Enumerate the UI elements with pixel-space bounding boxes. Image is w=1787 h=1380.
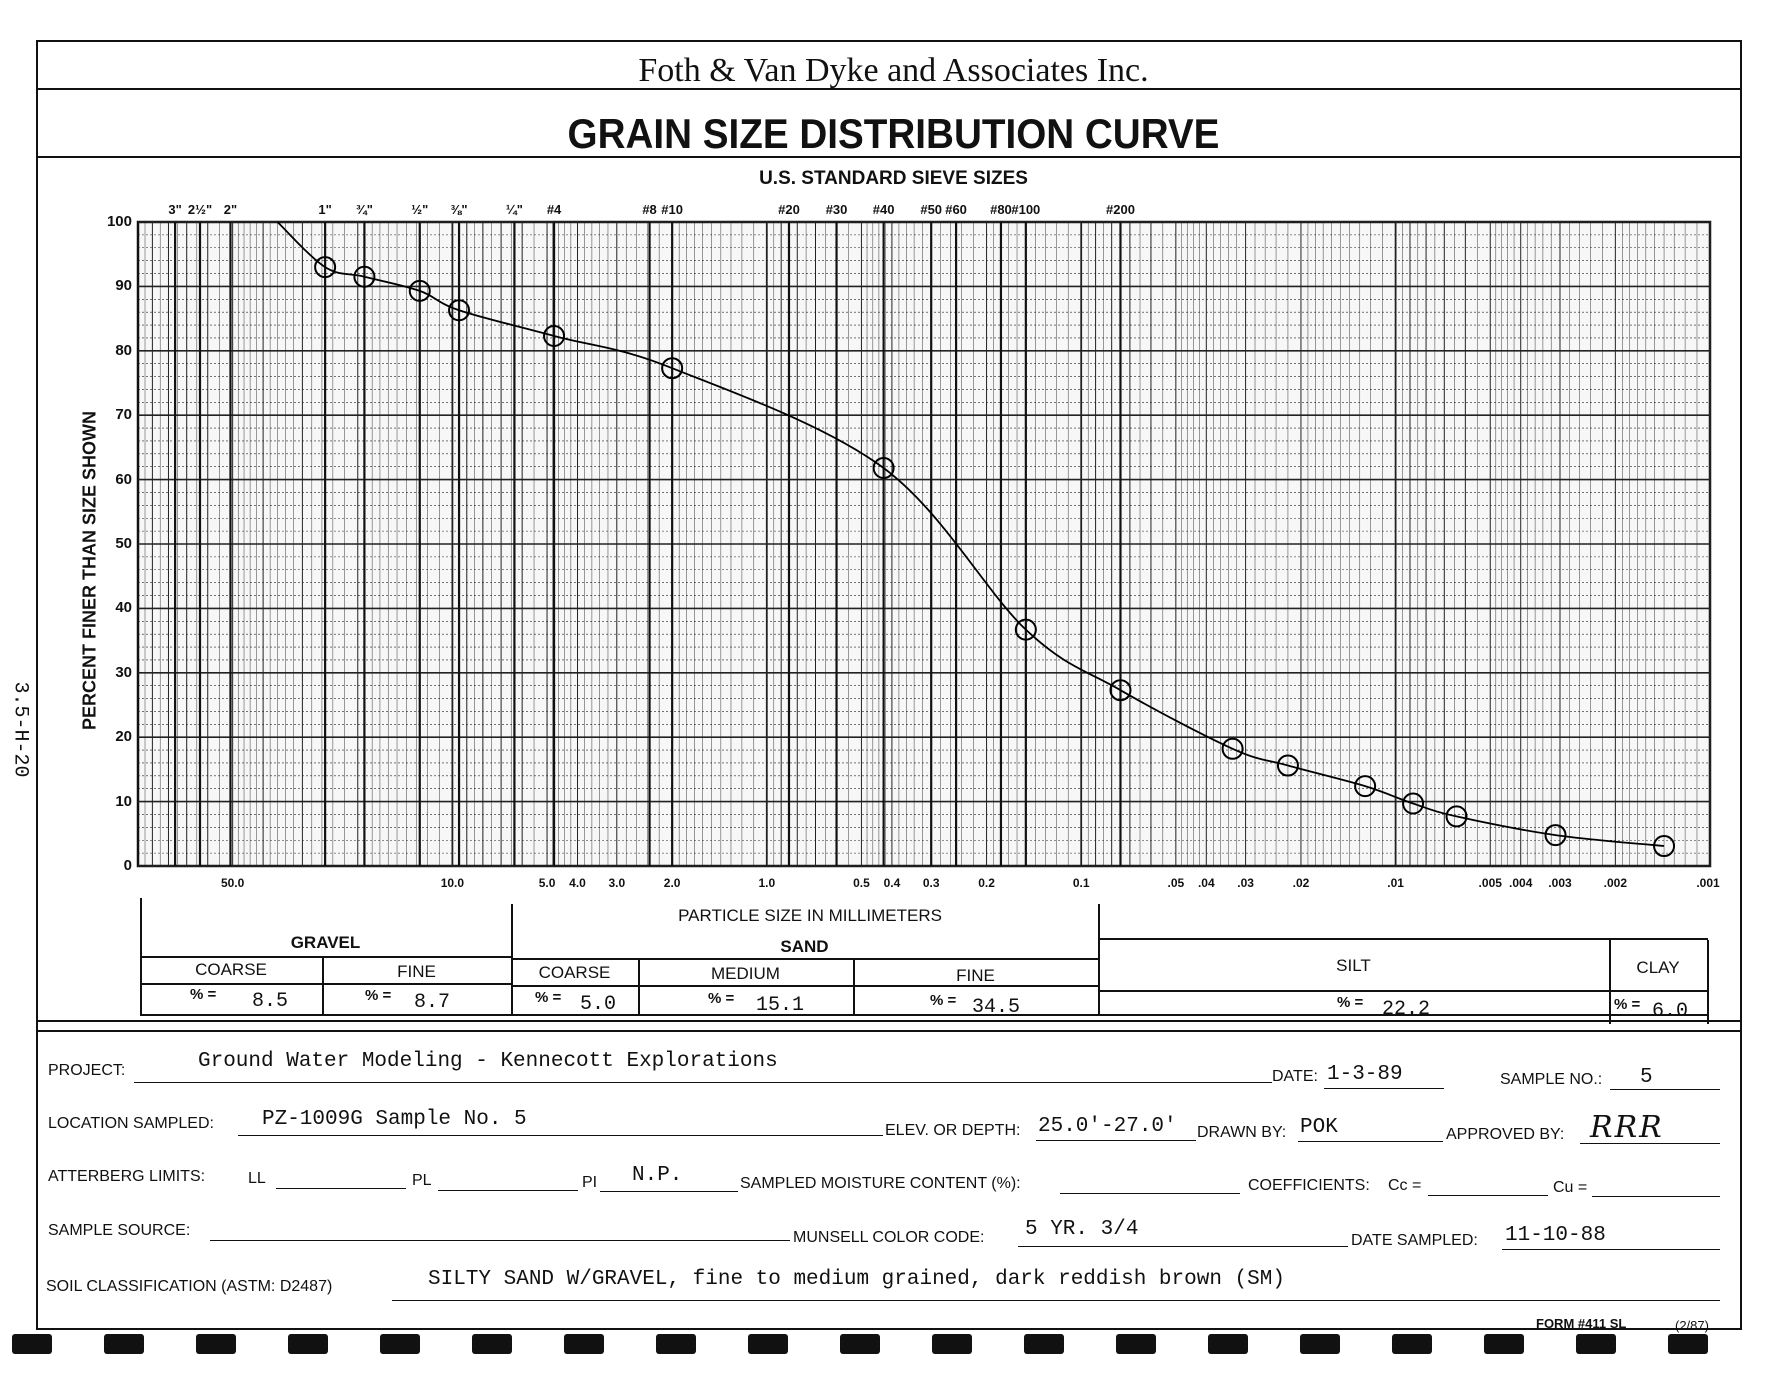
- sample-no-underline: [1610, 1089, 1720, 1090]
- x-tick-label: .04: [1197, 876, 1215, 890]
- perforation-mark: [840, 1334, 880, 1354]
- perforation-mark: [196, 1334, 236, 1354]
- perforation-mark: [656, 1334, 696, 1354]
- date-underline: [1324, 1088, 1444, 1089]
- sieve-label: ⅜": [450, 202, 468, 217]
- sieve-label: #100: [1011, 202, 1041, 217]
- pi-underline: [600, 1191, 738, 1192]
- elev-value: 25.0'-27.0': [1038, 1115, 1177, 1138]
- approved-by-label: APPROVED BY:: [1446, 1126, 1565, 1143]
- sieve-sizes-header: U.S. STANDARD SIEVE SIZES: [759, 168, 1028, 189]
- gravel-fine-pct: 8.7: [414, 991, 451, 1014]
- x-tick-label: 1.0: [758, 876, 776, 890]
- x-tick-label: 0.1: [1072, 876, 1090, 890]
- x-tick-label: .003: [1548, 876, 1572, 890]
- pi-value: N.P.: [632, 1164, 683, 1187]
- sieve-label: #200: [1106, 202, 1135, 217]
- x-tick-label: 10.0: [440, 876, 465, 890]
- atterberg-label: ATTERBERG LIMITS:: [48, 1168, 206, 1185]
- clay-header: CLAY: [1636, 958, 1680, 977]
- y-tick-label: 80: [115, 341, 132, 359]
- sieve-label: ¼": [505, 202, 523, 217]
- chart-title: GRAIN SIZE DISTRIBUTION CURVE: [567, 110, 1220, 157]
- sieve-label: ½": [411, 202, 429, 217]
- table-line: [140, 1014, 1708, 1016]
- sieve-label: 1": [318, 202, 332, 217]
- sand-medium-header: MEDIUM: [711, 964, 780, 983]
- table-line: [511, 904, 513, 1016]
- pl-label: PL: [412, 1172, 432, 1189]
- x-tick-label: 0.4: [883, 876, 901, 890]
- sand-medium-pct: 15.1: [756, 994, 805, 1017]
- sample-no-value: 5: [1640, 1066, 1653, 1089]
- sieve-label: 2½": [187, 202, 213, 217]
- perforation-mark: [564, 1334, 604, 1354]
- location-underline: [238, 1135, 883, 1136]
- elev-underline: [1036, 1140, 1196, 1141]
- x-tick-label: .004: [1509, 876, 1533, 890]
- coefficients-label: COEFFICIENTS:: [1248, 1177, 1370, 1194]
- sieve-label: #80: [990, 202, 1012, 217]
- x-axis-label: PARTICLE SIZE IN MILLIMETERS: [678, 906, 942, 925]
- drawn-by-value: POK: [1300, 1116, 1338, 1139]
- table-line: [1098, 990, 1708, 992]
- sieve-label: #30: [825, 202, 848, 217]
- date-value: 1-3-89: [1327, 1063, 1403, 1086]
- soil-classification-label: SOIL CLASSIFICATION (ASTM: D2487): [46, 1278, 333, 1295]
- project-value: Ground Water Modeling - Kennecott Explorations: [198, 1050, 778, 1073]
- cc-underline: [1428, 1195, 1548, 1196]
- y-tick-label: 40: [115, 599, 132, 617]
- perforation-mark: [748, 1334, 788, 1354]
- x-tick-label: 3.0: [608, 876, 626, 890]
- cu-label: Cu =: [1553, 1179, 1588, 1196]
- table-line: [140, 956, 511, 958]
- sand-header: SAND: [780, 937, 829, 956]
- x-tick-label: .005: [1478, 876, 1502, 890]
- company-name: Foth & Van Dyke and Associates Inc.: [638, 52, 1149, 89]
- soil-classification-underline: [392, 1300, 1720, 1301]
- x-tick-label: 4.0: [569, 876, 586, 890]
- sieve-label: 2": [223, 202, 238, 217]
- y-tick-label: 30: [115, 663, 132, 681]
- gravel-coarse-pct: 8.5: [252, 990, 289, 1013]
- perforation-mark: [104, 1334, 144, 1354]
- chart-grid: [138, 222, 1710, 866]
- x-tick-label: 50.0: [220, 876, 245, 890]
- project-label: PROJECT:: [48, 1062, 126, 1079]
- y-tick-label: 70: [115, 406, 132, 424]
- y-axis-label: PERCENT FINER THAN SIZE SHOWN: [79, 411, 100, 731]
- silt-header: SILT: [1336, 956, 1371, 975]
- x-tick-label: 0.2: [978, 876, 995, 890]
- ll-label: LL: [248, 1170, 266, 1187]
- table-line: [140, 983, 511, 985]
- drawn-by-underline: [1298, 1141, 1443, 1142]
- drawn-by-label: DRAWN BY:: [1197, 1124, 1287, 1141]
- sand-coarse-pct: 5.0: [580, 993, 617, 1016]
- x-tick-label: 0.3: [922, 876, 940, 890]
- perforation-mark: [1668, 1334, 1708, 1354]
- clay-pct-label: % =: [1614, 996, 1641, 1013]
- moisture-underline: [1060, 1193, 1240, 1194]
- x-tick-label: 5.0: [538, 876, 556, 890]
- gravel-coarse-header: COARSE: [195, 960, 267, 979]
- x-tick-label: 0.5: [853, 876, 870, 890]
- moisture-label: SAMPLED MOISTURE CONTENT (%):: [740, 1175, 1021, 1192]
- perforation-mark: [1300, 1334, 1340, 1354]
- form-divider: [36, 1020, 1742, 1022]
- sand-coarse-pct-label: % =: [535, 989, 562, 1006]
- gravel-fine-header: FINE: [397, 962, 436, 981]
- gravel-fine-pct-label: % =: [365, 987, 392, 1004]
- approved-by-signature: RRR: [1590, 1110, 1664, 1145]
- perforation-mark: [1116, 1334, 1156, 1354]
- date-sampled-value: 11-10-88: [1505, 1224, 1606, 1247]
- munsell-value: 5 YR. 3/4: [1025, 1218, 1139, 1241]
- perforation-mark: [472, 1334, 512, 1354]
- silt-pct: 22.2: [1382, 998, 1431, 1021]
- x-tick-label: .002: [1603, 876, 1628, 890]
- y-tick-label: 100: [106, 213, 132, 230]
- y-tick-label: 50: [115, 535, 132, 552]
- x-tick-label: .01: [1387, 876, 1404, 890]
- y-tick-label: 20: [115, 728, 132, 746]
- table-line: [1609, 940, 1611, 1024]
- sieve-label: #8: [642, 202, 657, 217]
- x-tick-label: 2.0: [663, 876, 681, 890]
- date-sampled-underline: [1502, 1249, 1720, 1250]
- elev-label: ELEV. OR DEPTH:: [885, 1122, 1021, 1139]
- perforation-mark: [1392, 1334, 1432, 1354]
- margin-note: 3.5-H-20: [8, 681, 32, 778]
- sand-medium-pct-label: % =: [708, 990, 735, 1007]
- munsell-underline: [1018, 1246, 1348, 1247]
- clay-pct: 6.0: [1652, 1000, 1689, 1023]
- table-line: [511, 958, 1098, 960]
- sieve-label: 3": [168, 202, 182, 217]
- perforation-mark: [1576, 1334, 1616, 1354]
- form-date: (2/87): [1675, 1318, 1709, 1333]
- perforation-mark: [1208, 1334, 1248, 1354]
- y-tick-label: 90: [115, 277, 132, 295]
- form-divider: [36, 1030, 1742, 1032]
- y-tick-label: 0: [123, 857, 132, 874]
- perforation-mark: [1484, 1334, 1524, 1354]
- form-number: FORM #411 SL: [1536, 1316, 1627, 1331]
- pl-underline: [438, 1190, 578, 1191]
- perforation-mark: [932, 1334, 972, 1354]
- sieve-label: #4: [546, 202, 562, 217]
- sieve-label: #50: [920, 202, 943, 217]
- location-label: LOCATION SAMPLED:: [48, 1115, 214, 1132]
- date-label: DATE:: [1272, 1068, 1318, 1085]
- pi-label: PI: [582, 1174, 598, 1191]
- perforation-mark: [12, 1334, 52, 1354]
- y-tick-label: 60: [115, 470, 132, 488]
- table-line: [1707, 940, 1709, 1024]
- project-underline: [134, 1082, 1272, 1083]
- sample-source-underline: [210, 1240, 790, 1241]
- x-tick-label: .001: [1696, 876, 1720, 890]
- x-tick-label: .05: [1167, 876, 1185, 890]
- munsell-label: MUNSELL COLOR CODE:: [793, 1229, 985, 1246]
- sieve-label: ¾": [355, 202, 373, 217]
- y-tick-label: 10: [115, 792, 132, 810]
- sand-fine-pct-label: % =: [930, 992, 957, 1009]
- cu-underline: [1592, 1196, 1720, 1197]
- date-sampled-label: DATE SAMPLED:: [1351, 1232, 1478, 1249]
- perforation-mark: [1024, 1334, 1064, 1354]
- cc-label: Cc =: [1388, 1177, 1422, 1194]
- silt-pct-label: % =: [1337, 994, 1364, 1011]
- sieve-label: #10: [661, 202, 683, 217]
- sieve-label: #40: [872, 202, 895, 217]
- location-value: PZ-1009G Sample No. 5: [262, 1108, 527, 1131]
- perforation-mark: [380, 1334, 420, 1354]
- gravel-coarse-pct-label: % =: [190, 986, 217, 1003]
- sieve-label: #20: [778, 202, 800, 217]
- x-tick-label: .02: [1292, 876, 1310, 890]
- sand-fine-header: FINE: [956, 966, 995, 985]
- sample-source-label: SAMPLE SOURCE:: [48, 1222, 191, 1239]
- soil-classification-value: SILTY SAND W/GRAVEL, fine to medium grained, dark reddish brown (SM): [428, 1268, 1285, 1291]
- sand-fine-pct: 34.5: [972, 996, 1021, 1019]
- sieve-label: #60: [945, 202, 967, 217]
- x-tick-label: .03: [1237, 876, 1254, 890]
- gravel-header: GRAVEL: [290, 933, 361, 952]
- perforation-mark: [288, 1334, 328, 1354]
- sample-no-label: SAMPLE NO.:: [1500, 1071, 1603, 1088]
- table-line: [1098, 938, 1708, 940]
- ll-underline: [276, 1188, 406, 1189]
- sand-coarse-header: COARSE: [538, 963, 611, 982]
